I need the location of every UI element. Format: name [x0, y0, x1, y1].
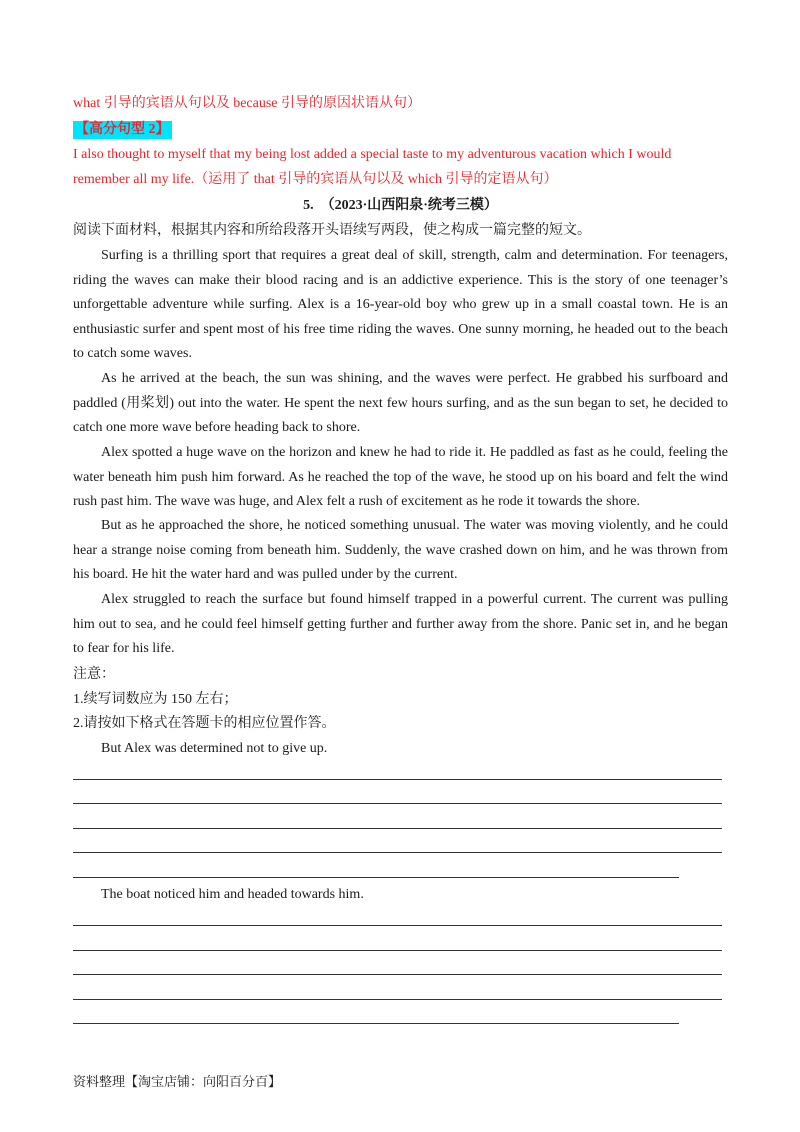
answer-line	[73, 974, 722, 975]
notes-title: 注意：	[73, 667, 115, 682]
answer-line	[73, 999, 722, 1000]
continuation-prompt-2: The boat noticed him and headed towards him.	[101, 887, 364, 902]
answer-line	[73, 950, 722, 951]
story-paragraph-4: But as he approached the shore, he noticed something unusual. The water was moving violently, and he could hear a strange noise coming from beneath him. Suddenly, the wave crashed down on him, and he was thrown from his board. He hit the water hard and was pulled under by the current.	[73, 518, 728, 583]
continuation-prompt-1: But Alex was determined not to give up.	[101, 741, 328, 756]
answer-line	[73, 828, 722, 829]
header-line-3: I also thought to myself that my being lost added a special taste to my adventurous vacation which I would	[73, 147, 672, 162]
footer-source: 资料整理【淘宝店铺：向阳百分百】	[73, 1075, 282, 1090]
note-2: 2.请按如下格式在答题卡的相应位置作答。	[73, 716, 336, 731]
story-paragraph-1: Surfing is a thrilling sport that requires a great deal of skill, strength, calm and determination. For teenagers, riding the waves can make their blood racing and is an addictive experience. This is the story of one teenager’s unforgettable adventure while surfing. Alex is a 16-year-old boy who grew up in a small coastal town. He is an enthusiastic surfer and spent most of his free time riding the waves. One sunny morning, he headed out to the beach to catch some waves.	[73, 248, 728, 362]
answer-line	[73, 779, 722, 780]
high-score-badge: 【高分句型 2】	[75, 122, 170, 137]
header-line-4: remember all my life.（运用了 that 引导的宾语从句以及 which 引导的定语从句）	[73, 172, 558, 187]
answer-line	[73, 1023, 679, 1024]
answer-line	[73, 803, 722, 804]
story-paragraph-3: Alex spotted a huge wave on the horizon and knew he had to ride it. He paddled as fast as he could, feeling the water beneath him push him forward. As he reached the top of the wave, he stood up on his board and felt the wind rush past him. The wave was huge, and Alex felt a rush of excitement as he rode it towards the shore.	[73, 445, 728, 510]
note-1: 1.续写词数应为 150 左右；	[73, 692, 238, 707]
story-paragraph-2: As he arrived at the beach, the sun was shining, and the waves were perfect. He grabbed his surfboard and paddled (用桨划) out into the water. He spent the next few hours surfing, and as the sun began to set, he decided to catch one more wave before heading back to shore.	[73, 371, 728, 436]
question-instruction: 阅读下面材料，根据其内容和所给段落开头语续写两段，使之构成一篇完整的短文。	[73, 223, 591, 238]
high-score-badge-row	[73, 118, 728, 142]
question-heading: 5. （2023·山西阳泉·统考三模）	[303, 198, 498, 213]
header-line-1: what 引导的宾语从句以及 because 引导的原因状语从句）	[73, 96, 422, 111]
answer-line	[73, 925, 722, 926]
answer-line	[73, 877, 679, 878]
story-paragraph-5: Alex struggled to reach the surface but found himself trapped in a powerful current. The current was pulling him out to sea, and he could feel himself getting further and further away from the shore. Panic set in, and he began to fear for his life.	[73, 592, 728, 657]
answer-line	[73, 852, 722, 853]
